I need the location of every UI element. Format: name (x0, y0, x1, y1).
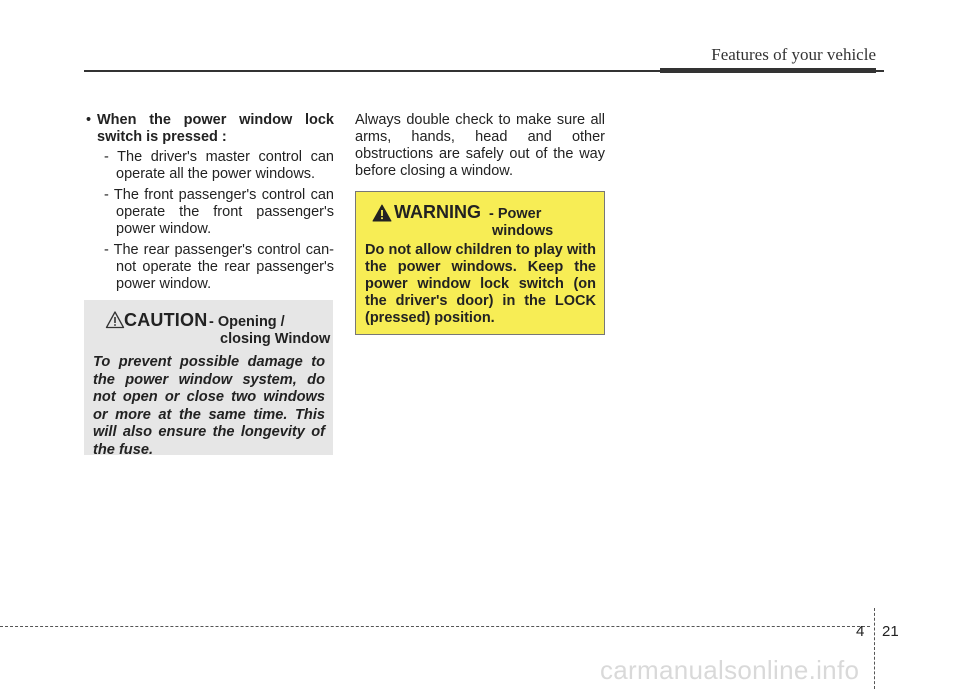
list-item: - The driver's master control can operate all the power windows. (104, 149, 334, 182)
warning-body: Do not allow children to play with the power windows. Keep the power window lock switch (on the driver's door) in the LOCK (pressed) position. (365, 242, 596, 326)
caution-heading (93, 308, 331, 352)
caution-subtitle-line1: - Opening / (209, 314, 285, 330)
bullet-heading-line1: When the power window lock (97, 112, 334, 128)
section-title: Features of your vehicle (711, 45, 876, 64)
bullet-heading-line2: switch is pressed : (97, 129, 227, 145)
list-item: - The front passenger's control can operate the front passenger's power window. (104, 187, 334, 237)
warning-label: WARNING (394, 202, 481, 222)
list-item: - The rear passenger's control can-not operate the rear passenger's power window. (104, 242, 334, 292)
warning-subtitle-line1: - Power (489, 206, 542, 222)
warning-box (355, 191, 605, 335)
caution-box (84, 300, 333, 458)
warning-subtitle-line2: windows (492, 223, 554, 239)
safety-paragraph: Always double check to make sure all arms, hands, head and other obstructions are safely out of the way before closing a window. (355, 112, 605, 179)
bullet-icon: • (86, 112, 92, 128)
bullet-heading (86, 112, 334, 146)
footer-divider (874, 608, 875, 689)
warning-heading (365, 200, 596, 242)
watermark: carmanualsonline.info (600, 655, 860, 685)
chapter-number: 4 (856, 623, 865, 640)
caution-label: CAUTION (124, 310, 208, 330)
page-number: 21 (882, 623, 899, 640)
caution-subtitle-line2: closing Window (220, 331, 331, 347)
caution-body: To prevent possible damage to the power window system, do not open or close two windows or more at the same time. This will also ensure the longevity of the fuse. (93, 354, 325, 458)
middle-column (355, 112, 605, 180)
header-rule-accent (660, 68, 876, 73)
sub-list (86, 149, 334, 293)
warning-triangle-icon (372, 204, 392, 222)
footer-rule (0, 626, 870, 627)
left-column (86, 112, 334, 297)
caution-triangle-icon (105, 310, 125, 330)
